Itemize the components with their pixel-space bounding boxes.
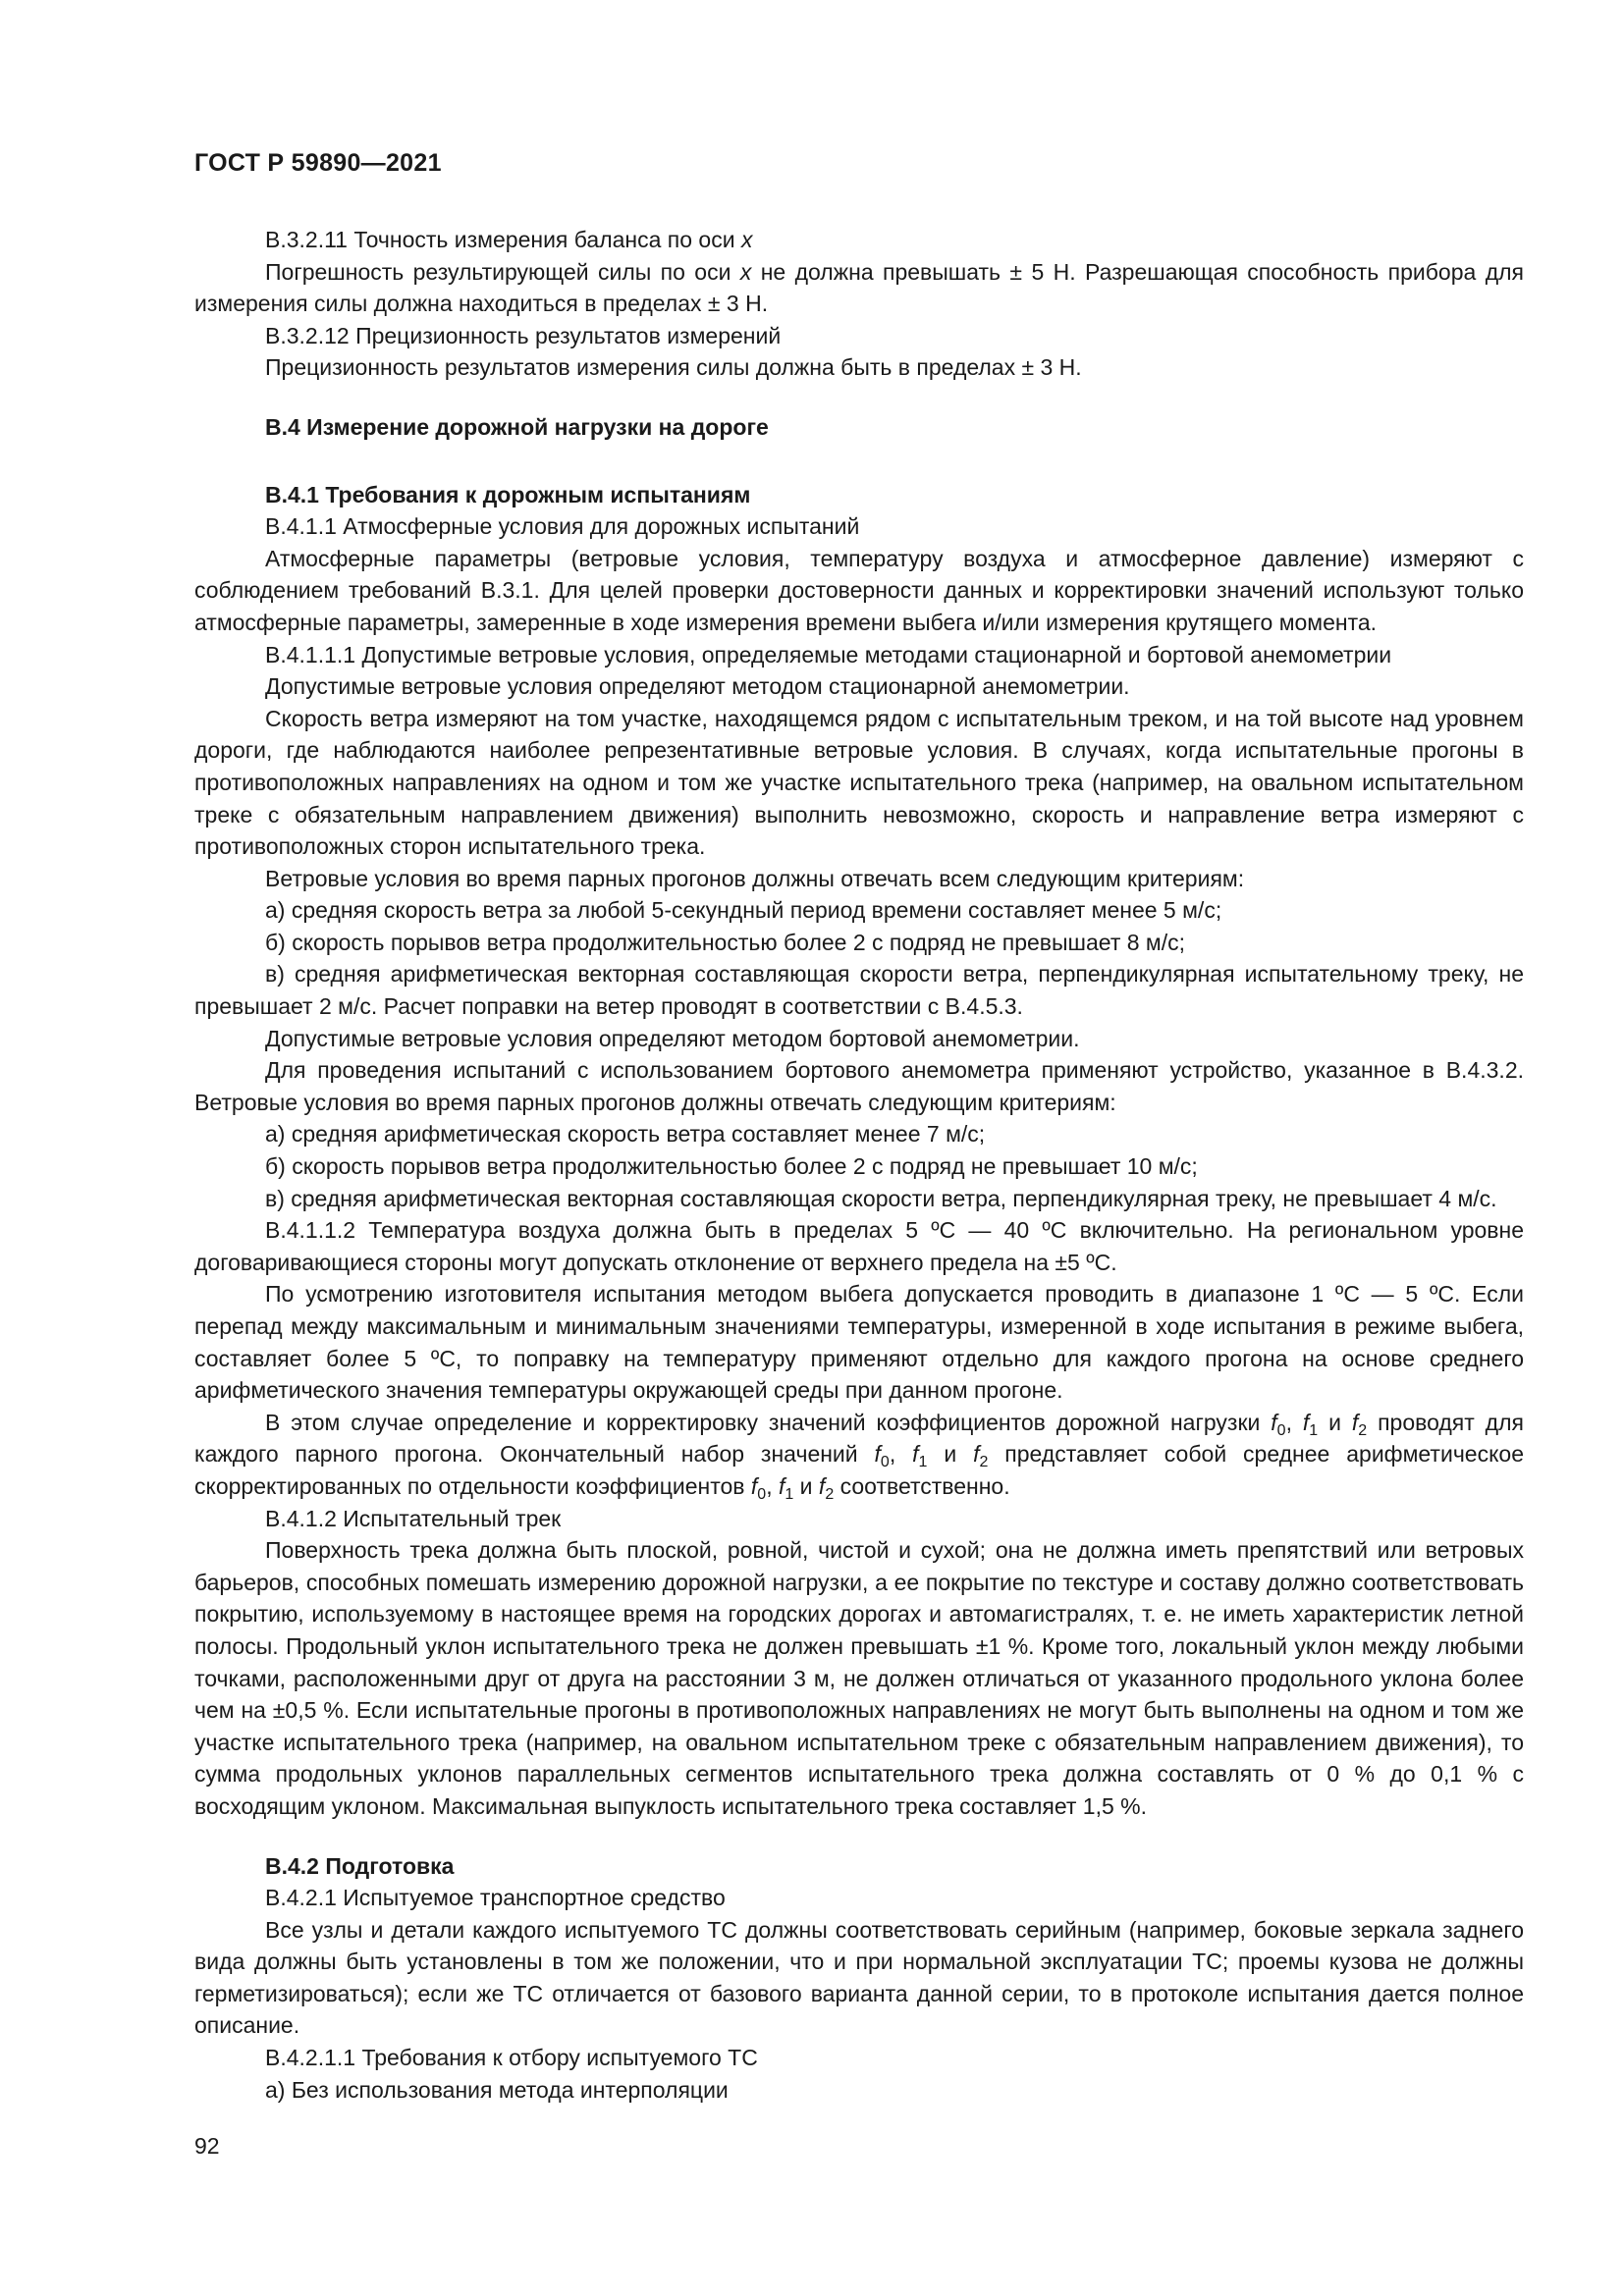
paragraph: В.4.1.1.1 Допустимые ветровые условия, определяемые методами стационарной и бортовой анемометрии xyxy=(265,641,1392,667)
paragraph: В этом случае определение и корректировку значений коэффициентов дорожной нагрузки $f_0$, $f_1$ и $f_2$ проводят для каждого парного прогона. Окончательный набор значений $f_0$, $f_1$ и $f_2$ представляет собой среднее арифметическое скорректированных по отдельности коэффициентов $f_0$, $f_1$ и $f_2$ соответственно. xyxy=(194,1409,1524,1503)
paragraph: В.4.2.1 Испытуемое транспортное средство xyxy=(265,1885,726,1911)
paragraph: Для проведения испытаний с использованием бортового анемометра применяют устройство, указанное в В.4.3.2. Ветровые условия во время парных прогонов должны отвечать следующим критериям: xyxy=(194,1057,1524,1115)
list-item: б) скорость порывов ветра продолжительностью более 2 с подряд не превышает 8 м/с; xyxy=(265,929,1186,955)
document-body xyxy=(194,224,1524,2106)
paragraph: В.4.1.1.2 Температура воздуха должна быть в пределах 5 ºС — 40 ºС включительно. На региональном уровне договаривающиеся стороны могут допускать отклонение от верхнего предела на ±5 ºС. xyxy=(194,1217,1524,1275)
list-item: а) средняя арифметическая скорость ветра составляет менее 7 м/с; xyxy=(265,1121,986,1148)
paragraph: Допустимые ветровые условия определяют методом стационарной анемометрии. xyxy=(265,673,1130,700)
paragraph: Все узлы и детали каждого испытуемого ТС должны соответствовать серийным (например, боковые зеркала заднего вида должны быть установлены в том же положении, что и при нормальной эксплуатации ТС; проемы кузова не должны герметизироваться); если же ТС отличается от базового варианта данной серии, то в протоколе испытания дается полное описание. xyxy=(194,1916,1524,2039)
paragraph: По усмотрению изготовителя испытания методом выбега допускается проводить в диапазоне 1 ºС — 5 ºС. Если перепад между максимальным и минимальным значениями температуры, измеренной в ходе испытания в режиме выбега, составляет более 5 ºС, то поправку на температуру применяют отдельно для каждого прогона на основе среднего арифметического значения температуры окружающей среды при данном прогоне. xyxy=(194,1281,1524,1404)
paragraph: Скорость ветра измеряют на том участке, находящемся рядом с испытательным треком, и на той высоте над уровнем дороги, где наблюдаются наиболее репрезентативные ветровые условия. В случаях, когда испытательные прогоны в противоположных направлениях на одном и том же участке испытательного трека (например, на овальном испытательном треке с обязательным направлением движения) выполнить невозможно, скорость и направление ветра измеряют с противоположных сторон испытательного трека. xyxy=(194,705,1524,860)
paragraph: Ветровые условия во время парных прогонов должны отвечать всем следующим критериям: xyxy=(265,865,1245,891)
list-item: в) средняя арифметическая векторная составляющая скорости ветра, перпендикулярная испытательному треку, не превышает 2 м/с. Расчет поправки на ветер проводят в соответствии с В.4.5.3. xyxy=(194,961,1524,1020)
paragraph: В.4.1.2 Испытательный трек xyxy=(265,1505,562,1531)
paragraph: Атмосферные параметры (ветровые условия, температуру воздуха и атмосферное давление) измеряют с соблюдением требований В.3.1. Для целей проверки достоверности данных и корректировки значений используют только атмосферные параметры, замеренные в ходе измерения времени выбега и/или измерения крутящего момента. xyxy=(194,545,1524,635)
paragraph: Допустимые ветровые условия определяют методом бортовой анемометрии. xyxy=(265,1025,1080,1051)
list-item: а) Без использования метода интерполяции xyxy=(265,2076,729,2103)
paragraph: Прецизионность результатов измерения силы должна быть в пределах ± 3 Н. xyxy=(265,354,1082,381)
list-item: в) средняя арифметическая векторная составляющая скорости ветра, перпендикулярная треку, не превышает 4 м/с. xyxy=(265,1185,1497,1211)
section-heading: В.4 Измерение дорожной нагрузки на дороге xyxy=(265,413,769,440)
paragraph: В.3.2.11 Точность измерения баланса по оси x xyxy=(265,227,753,252)
paragraph: В.4.1.1 Атмосферные условия для дорожных испытаний xyxy=(265,513,860,540)
page-number: 92 xyxy=(194,2133,220,2159)
paragraph: Погрешность результирующей силы по оси x не должна превышать ± 5 Н. Разрешающая способность прибора для измерения силы должна находиться в пределах ± 3 Н. xyxy=(194,258,1524,317)
subsection-heading: В.4.2 Подготовка xyxy=(265,1852,455,1879)
paragraph: В.4.2.1.1 Требования к отбору испытуемого ТС xyxy=(265,2045,758,2071)
list-item: а) средняя скорость ветра за любой 5-секундный период времени составляет менее 5 м/с; xyxy=(265,897,1222,924)
paragraph: В.3.2.12 Прецизионность результатов измерений xyxy=(265,322,782,348)
document-header: ГОСТ Р 59890—2021 xyxy=(194,149,442,177)
paragraph: Поверхность трека должна быть плоской, ровной, чистой и сухой; она не должна иметь препятствий или ветровых барьеров, способных помешать измерению дорожной нагрузки, а ее покрытие по текстуре и составу должно соответствовать покрытию, используемому в настоящее время на городских дорогах и автомагистралях, т. е. не иметь характеристик летной полосы. Продольный уклон испытательного трека не должен превышать ±1 %. Кроме того, локальный уклон между любыми точками, расположенными друг от друга на расстоянии 3 м, не должен отличаться от указанного продольного уклона более чем на ±0,5 %. Если испытательные прогоны в противоположных направлениях не могут быть выполнены на одном и том же участке испытательного трека (например, на овальном испытательном треке с обязательным направлением движения), то сумма продольных уклонов параллельных сегментов испытательного трека должна составлять от 0 % до 0,1 % с восходящим уклоном. Максимальная выпуклость испытательного трека составляет 1,5 %. xyxy=(194,1537,1524,1819)
subsection-heading: В.4.1 Требования к дорожным испытаниям xyxy=(265,481,751,507)
list-item: б) скорость порывов ветра продолжительностью более 2 с подряд не превышает 10 м/с; xyxy=(265,1153,1198,1180)
